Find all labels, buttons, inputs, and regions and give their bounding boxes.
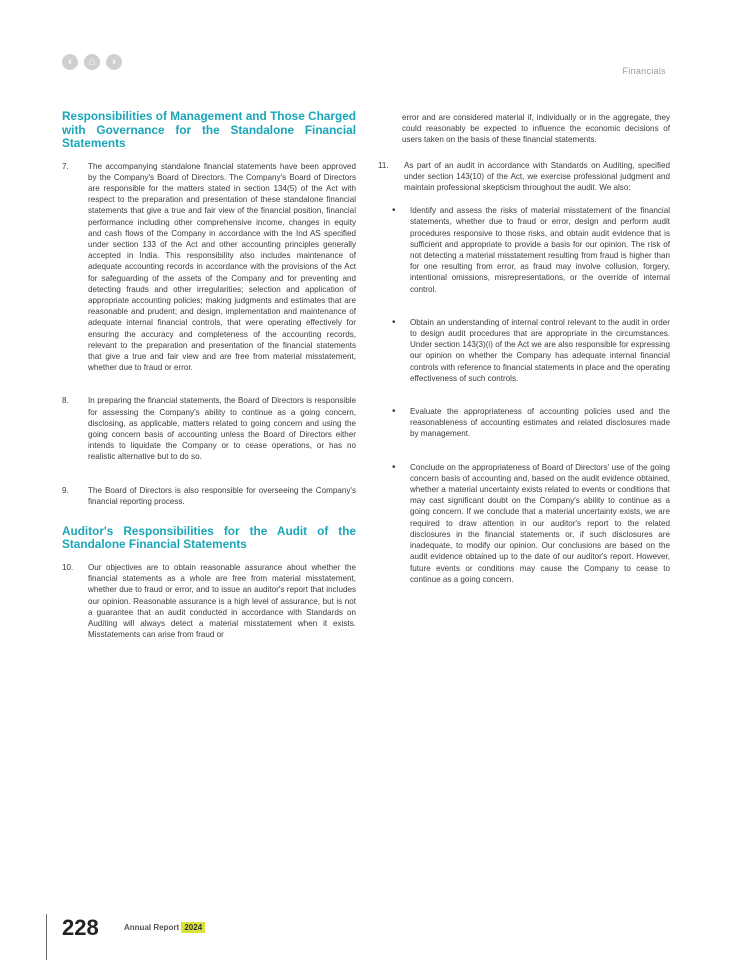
paragraph-number: 9. xyxy=(62,485,69,495)
paragraph-number: 8. xyxy=(62,396,69,406)
report-title: Annual Report xyxy=(124,923,180,932)
home-icon[interactable]: ⌂ xyxy=(84,54,100,70)
left-column xyxy=(62,110,356,662)
report-year: 2024 xyxy=(181,922,205,933)
bullet-text: Evaluate the appropriateness of accounting policies used and the reasonableness of accounting estimates and related disclosures made by management. xyxy=(410,407,670,439)
paragraph-11 xyxy=(378,160,670,194)
paragraph-10 xyxy=(62,562,356,640)
page-number: 228 xyxy=(62,915,99,940)
bullet-marker: • xyxy=(392,406,396,418)
paragraph-8 xyxy=(62,395,356,462)
bullet-text: Obtain an understanding of internal control relevant to the audit in order to design audit procedures that are appropriate in the circumstances. Under section 143(3)(i) of the Act we are also responsible for expressing our opinion on whether the Company has adequate internal financial controls with reference to financial statements in place and the operating effectiveness of such controls. xyxy=(410,317,670,383)
section-label: Financials xyxy=(622,66,666,76)
bullet-identify-risks xyxy=(392,205,670,295)
paragraph-7 xyxy=(62,161,356,374)
paragraph-text: As part of an audit in accordance with Standards on Auditing, specified under section 143(10) of the Act, we exercise professional judgment and maintain professional skepticism throughout the audit. We also: xyxy=(404,160,670,193)
next-page-icon[interactable]: › xyxy=(106,54,122,70)
right-column xyxy=(378,112,670,607)
bullet-text: Conclude on the appropriateness of Board of Directors' use of the going concern basis of accounting and, based on the audit evidence obtained, whether a material uncertainty exists related to events or conditions that may cast significant doubt on the Company's ability to continue as a going concern. If we conclude that a material uncertainty exists, we are required to draw attention in our auditor's report to the related disclosures in the financial statements or, if such disclosures are inadequate, to modify our opinion. Our conclusions are based on the audit evidence obtained up to the date of our auditor's report. However, future events or conditions may cause the Company to cease to continue as a going concern. xyxy=(410,462,670,584)
bullet-marker: • xyxy=(392,461,396,473)
footer-divider xyxy=(46,914,47,960)
paragraph-text: The accompanying standalone financial statements have been approved by the Company's Board of Directors. The Company's Board of Directors are responsible for the matters stated in section 134(5) of the Act with respect to the preparation and presentation of these standalone financial statements that give a true and fair view of the financial position, financial performance including other comprehensive income, changes in equity and cash flows of the Company in accordance with the Ind AS specified under section 133 of the Act and other accounting principles generally accepted in India. This responsibility also includes maintenance of adequate accounting records in accordance with the provisions of the Act for safeguarding of the assets of the Company and for preventing and detecting frauds and other irregularities; selection and application of appropriate accounting policies; making judgments and estimates that are reasonable and prudent; and design, implementation and maintenance of adequate internal financial controls, that were operating effectively for ensuring the accuracy and completeness of the accounting records, relevant to the preparation and presentation of the financial statements that give a true and fair view and are free from material misstatement, whether due to fraud or error. xyxy=(88,161,356,373)
page-navigation xyxy=(62,54,122,70)
paragraph-number: 10. xyxy=(62,562,74,572)
paragraph-number: 7. xyxy=(62,161,69,171)
bullet-text: Identify and assess the risks of material misstatement of the financial statements, whether due to fraud or error, design and perform audit procedures responsive to those risks, and obtain audit evidence that is sufficient and appropriate to provide a basis for our opinion. The risk of not detecting a material misstatement resulting from fraud is higher than for one resulting from error, as fraud may involve collusion, forgery, intentional omissions, misrepresentations, or the override of internal control. xyxy=(410,206,670,294)
bullet-marker: • xyxy=(392,205,396,217)
paragraph-9 xyxy=(62,485,356,507)
paragraph-text: The Board of Directors is also responsible for overseeing the Company's financial reporting process. xyxy=(88,485,356,506)
paragraph-number: 11. xyxy=(378,160,389,170)
bullet-marker: • xyxy=(392,316,396,328)
paragraph-text: In preparing the financial statements, the Board of Directors is responsible for assessing the Company's ability to continue as a going concern, disclosing, as applicable, matters related to going concern and using the going concern basis of accounting unless the Board of Directors either intends to liquidate the Company or to cease operations, or has no realistic alternative but to do so. xyxy=(88,396,356,462)
report-label xyxy=(124,923,205,932)
bullet-accounting-policies xyxy=(392,406,670,440)
previous-page-icon[interactable]: ‹ xyxy=(62,54,78,70)
heading-management-responsibilities: Responsibilities of Management and Those Charged with Governance for the Standalone Financial Statements xyxy=(62,109,356,150)
paragraph-10-continued: error and are considered material if, individually or in the aggregate, they could reasonably be expected to influence the economic decisions of users taken on the basis of these financial statements. xyxy=(402,113,670,145)
heading-auditor-responsibilities: Auditor's Responsibilities for the Audit of the Standalone Financial Statements xyxy=(62,523,356,552)
bullet-going-concern xyxy=(392,462,670,585)
paragraph-text: Our objectives are to obtain reasonable assurance about whether the financial statements as a whole are free from material misstatement, whether due to fraud or error, and to issue an auditor's report that includes our opinion. Reasonable assurance is a high level of assurance, but is not a guarantee that an audit conducted in accordance with Standards on Auditing will always detect a material misstatement when it exists. Misstatements can arise from fraud or xyxy=(88,562,356,640)
bullet-internal-control xyxy=(392,317,670,384)
